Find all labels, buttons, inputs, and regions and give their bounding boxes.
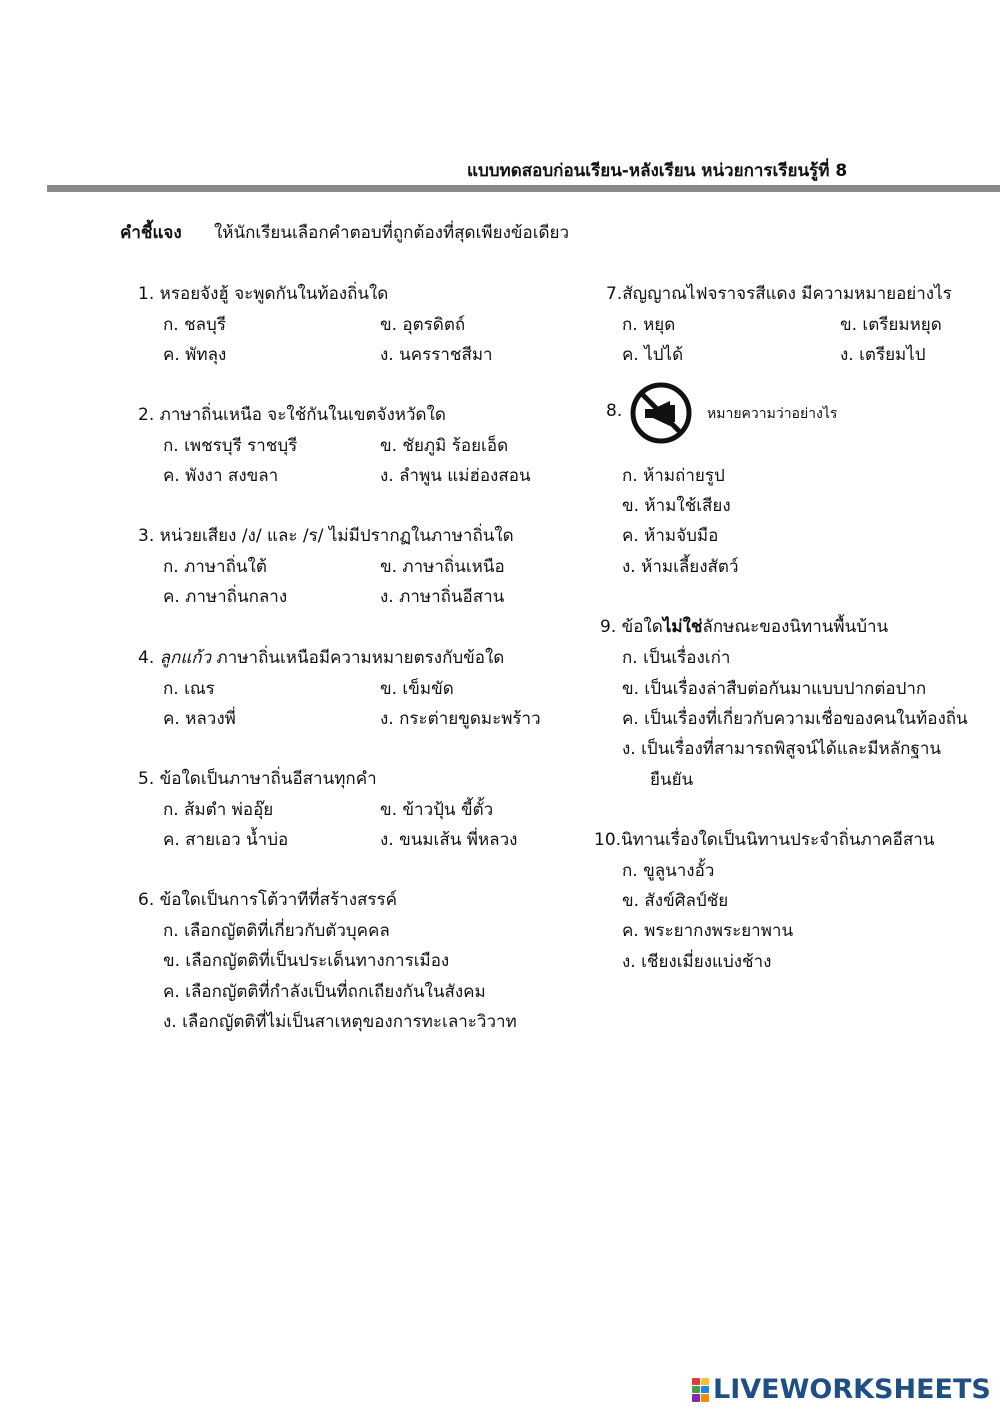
option[interactable]: ก. ส้มตำ พ่ออุ๊ย	[163, 800, 274, 820]
question-3	[138, 522, 514, 549]
question-text: ภาษาถิ่นเหนือ จะใช้กันในเขตจังหวัดใด	[159, 405, 446, 425]
question-number: 7.	[606, 284, 623, 304]
question-text-pre: ข้อใด	[621, 617, 663, 637]
option[interactable]: ข. เตรียมหยุด	[840, 315, 942, 335]
option[interactable]: ค. สายเอว น้ำบ่อ	[163, 830, 289, 850]
option[interactable]: ค. ไปได้	[622, 345, 684, 365]
option[interactable]: ง. นครราชสีมา	[380, 345, 493, 365]
option[interactable]: ง. ภาษาถิ่นอีสาน	[380, 587, 505, 607]
question-keyword: ลูกแก้ว	[159, 648, 212, 668]
question-text: นิทานเรื่องใดเป็นนิทานประจำถิ่นภาคอีสาน	[621, 830, 935, 850]
option[interactable]: ข. ชัยภูมิ ร้อยเอ็ด	[380, 436, 509, 456]
question-4	[138, 644, 504, 671]
question-8-number: 8.	[606, 401, 623, 421]
option[interactable]: ก. เลือกญัตติที่เกี่ยวกับตัวบุคคล	[163, 921, 390, 941]
question-text: สัญญาณไฟจราจรสีแดง มีความหมายอย่างไร	[622, 284, 952, 304]
option[interactable]: ก. เณร	[163, 679, 215, 699]
question-text: ข้อใดเป็นการโต้วาทีที่สร้างสรรค์	[159, 890, 398, 910]
instructions-label: คำชี้แจง	[120, 223, 182, 243]
option[interactable]: ง. เลือกญัตติที่ไม่เป็นสาเหตุของการทะเลาะวิวาท	[163, 1012, 517, 1032]
question-text: หรอยจังฮู้ จะพูดกันในท้องถิ่นใด	[159, 284, 389, 304]
option[interactable]: ก. ภาษาถิ่นใต้	[163, 557, 267, 577]
question-2	[138, 401, 446, 428]
option[interactable]: ค. ภาษาถิ่นกลาง	[163, 587, 288, 607]
option[interactable]: ข. ภาษาถิ่นเหนือ	[380, 557, 505, 577]
question-number: 1.	[138, 284, 155, 304]
page-title: แบบทดสอบก่อนเรียน-หลังเรียน หน่วยการเรียนรู้ที่ 8	[467, 161, 848, 181]
question-text: หมายความว่าอย่างไร	[707, 406, 838, 422]
option[interactable]: ง. เตรียมไป	[840, 345, 926, 365]
option[interactable]: ข. ข้าวปุ้น ขี้ตั้ว	[380, 800, 494, 820]
option[interactable]: ข. เป็นเรื่องล่าสืบต่อกันมาแบบปากต่อปาก	[622, 679, 927, 699]
question-10	[594, 826, 934, 853]
instructions-text: ให้นักเรียนเลือกคำตอบที่ถูกต้องที่สุดเพียงข้อเดียว	[214, 223, 570, 243]
question-number: 2.	[138, 405, 155, 425]
question-number: 6.	[138, 890, 155, 910]
option[interactable]: ค. เป็นเรื่องที่เกี่ยวกับความเชื่อของคนในท้องถิ่น	[622, 709, 968, 729]
logo-badge-icon	[692, 1378, 709, 1402]
option[interactable]: ง. เชียงเมี่ยงแบ่งช้าง	[622, 952, 772, 972]
question-number: 5.	[138, 769, 155, 789]
option-continuation: ยืนยัน	[650, 770, 694, 790]
option[interactable]: ก. หยุด	[622, 315, 676, 335]
option[interactable]: ง. เป็นเรื่องที่สามารถพิสูจน์ได้และมีหลักฐาน	[622, 739, 942, 759]
option[interactable]: ก. เป็นเรื่องเก่า	[622, 648, 731, 668]
header-divider	[47, 185, 1000, 192]
question-keyword: ไม่ใช่	[662, 617, 703, 637]
question-5	[138, 765, 377, 792]
option[interactable]: ง. ขนมเส้น พี่หลวง	[380, 830, 518, 850]
question-9	[600, 613, 888, 640]
option[interactable]: ง. ห้ามเลี้ยงสัตว์	[622, 557, 739, 577]
liveworksheets-logo	[692, 1374, 991, 1405]
option[interactable]: ข. ห้ามใช้เสียง	[622, 496, 731, 516]
logo-text: LIVEWORKSHEETS	[713, 1374, 991, 1405]
option[interactable]: ข. อุตรดิตถ์	[380, 315, 466, 335]
question-text: ลักษณะของนิทานพื้นบ้าน	[702, 617, 889, 637]
option[interactable]: ก. ขูลูนางอั้ว	[622, 861, 715, 881]
option[interactable]: ค. พังงา สงขลา	[163, 466, 279, 486]
option[interactable]: ค. หลวงพี่	[163, 709, 236, 729]
option[interactable]: ค. พระยากงพระยาพาน	[622, 921, 794, 941]
option[interactable]: ก. เพชรบุรี ราชบุรี	[163, 436, 298, 456]
no-horn-sign-icon	[630, 382, 692, 444]
option[interactable]: ค. พัทลุง	[163, 345, 227, 365]
option[interactable]: ก. ห้ามถ่ายรูป	[622, 466, 725, 486]
question-number: 10.	[594, 830, 622, 850]
question-text: หน่วยเสียง /ง/ และ /ร/ ไม่มีปรากฏในภาษาถิ่นใด	[159, 526, 514, 546]
question-7	[606, 280, 952, 307]
option[interactable]: ข. เลือกญัตติที่เป็นประเด็นทางการเมือง	[163, 951, 450, 971]
question-number: 9.	[600, 617, 617, 637]
option[interactable]: ข. เข็มขัด	[380, 679, 454, 699]
option[interactable]: ข. สังข์ศิลป์ชัย	[622, 891, 729, 911]
question-1	[138, 280, 388, 307]
option[interactable]: ก. ชลบุรี	[163, 315, 226, 335]
question-text: ข้อใดเป็นภาษาถิ่นอีสานทุกคำ	[159, 769, 377, 789]
option[interactable]: ง. กระต่ายขูดมะพร้าว	[380, 709, 541, 729]
question-6	[138, 886, 397, 913]
question-text: ภาษาถิ่นเหนือมีความหมายตรงกับข้อใด	[211, 648, 505, 668]
question-number: 3.	[138, 526, 155, 546]
question-number: 4.	[138, 648, 155, 668]
option[interactable]: ค. เลือกญัตติที่กำลังเป็นที่ถกเถียงกันในสังคม	[163, 982, 486, 1002]
option[interactable]: ค. ห้ามจับมือ	[622, 526, 719, 546]
option[interactable]: ง. ลำพูน แม่ฮ่องสอน	[380, 466, 531, 486]
